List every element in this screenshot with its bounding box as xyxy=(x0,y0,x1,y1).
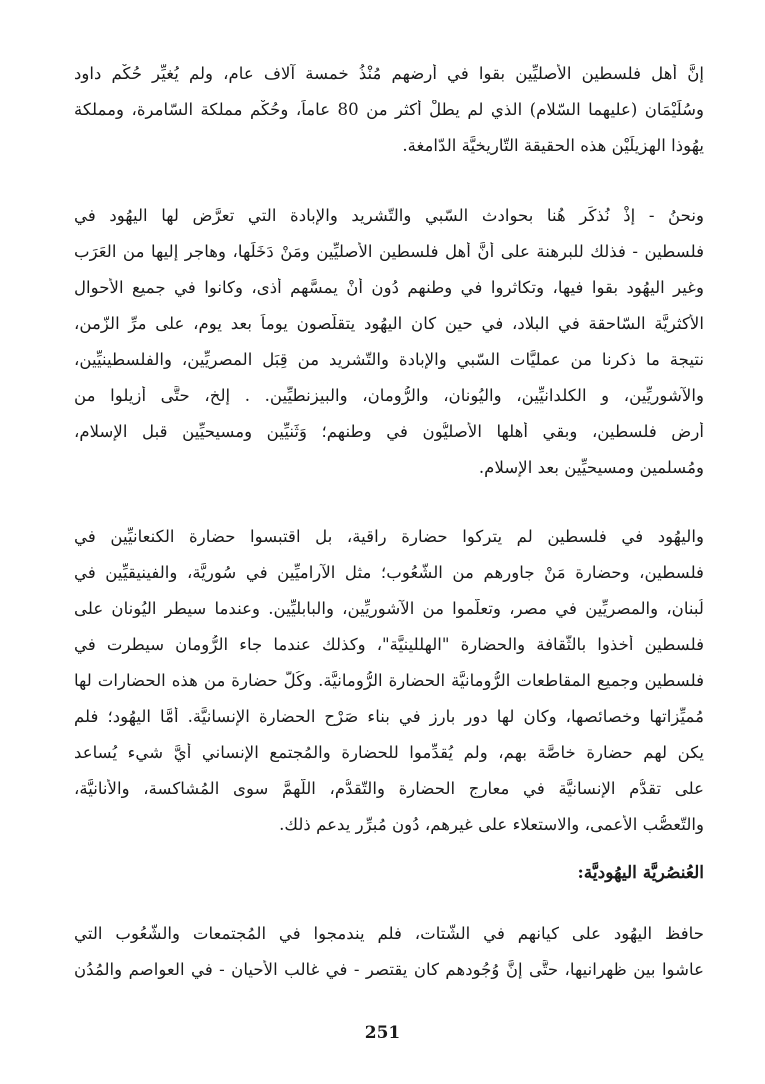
text-line: ونحنُ - إذْ نُذكِّر هُنا بحوادث السّبي والتّشريد والإبادة التي تعرَّض لها اليهُود في xyxy=(74,206,704,225)
text-line: واليهُود في فلسطين لم يتركوا حضارة راقية، بل اقتبسوا حضارة الكنعانيِّين في xyxy=(74,527,704,546)
text-line: لُبنان، والمصريِّين في مصر، وتعلَّموا من الآشوريِّين، والبابليِّين. وعندما سيطر اليُونان على xyxy=(74,599,704,618)
text-line: مُميِّزاتها وخصائصها، وكان لها دور بارز في بناء صَرْح الحضارة الإنسانيَّة. أمَّا اليهُود؛ فلم xyxy=(74,707,704,726)
text-line: فلسطين أخذوا بالثّقافة والحضارة "الهللينيَّة"، وكذلك عندما جاء الرُّومان سيطرت في xyxy=(74,635,704,654)
text-line: عاشوا بين ظهرانيها، حتَّى إنَّ وُجُودهم كان يقتصر - في غالب الأحيان - في العواصم والمُدُن xyxy=(74,960,704,979)
section-heading: العُنصُريَّة اليهُوديَّة: xyxy=(577,863,704,883)
text-line: والآشوريِّين، و الكلدانيِّين، واليُونان، والرُّومان، والبيزنطيِّين. . إلخ، حتَّى أُزيلوا من xyxy=(74,386,704,405)
text-line: أرض فلسطين، وبقي أهلها الأصليُّون في وطنهم؛ وَثَنيِّين ومسيحيِّين قبل الإسلام، xyxy=(74,422,704,441)
text-line: على تقدُّم الإنسانيَّة في معارج الحضارة والتّقدُّم، اللّهمَّ سوى المُشاكسة، والأنانيَّة، xyxy=(74,779,704,798)
text-line: يهُوذا الهزيلَيْن هذه الحقيقة التّاريخيَّة الدّامغة. xyxy=(402,136,704,155)
text-line: حافظ اليهُود على كيانهم في الشّتات، فلم يندمجوا في المُجتمعات والشُّعُوب التي xyxy=(74,924,704,943)
text-line: وغير اليهُود بقوا فيها، وتكاثروا في وطنهم دُون أنْ يمسَّهم أذى، وكانوا في جميع الأحوال xyxy=(74,278,704,297)
text-line: وسُلَيْمَان (عليهما السّلام) الذي لم يطلْ أكثر من 80 عاماً، وحُكْم مملكة السّامرة، ومملكة xyxy=(74,100,704,119)
text-line: فلسطين - فذلك للبرهنة على أنَّ أهل فلسطين الأصليِّين ومَنْ دَخَلَها، وهاجر إليها من العَرَب xyxy=(74,242,704,261)
page-number: 251 xyxy=(364,1023,401,1043)
text-line: ومُسلمين ومسيحيِّين بعد الإسلام. xyxy=(478,458,704,477)
text-line: فلسطين، وحضارة مَنْ جاورهم من الشُّعُوب؛ مثل الآراميِّين في سُوريَّة، والفينيقيِّين في xyxy=(74,563,704,582)
text-line: نتيجة ما ذكرنا من عمليَّات السّبي والإبادة والتّشريد من قِبَل المصريِّين، والفلسطينيِّين، xyxy=(74,350,704,369)
text-line: إنَّ أهل فلسطين الأصليِّين بقوا في أرضهم مُنْذُ خمسة آلاف عام، ولم يُغيِّر حُكْم داود xyxy=(74,64,704,83)
text-line: فلسطين وجميع المقاطعات الرُّومانيَّة الحضارة الرُّومانيَّة. وكُلُّ حضارة من هذه الحضارات لها xyxy=(74,671,704,690)
text-line: الأكثريَّة السّاحقة في البلاد، في حين كان اليهُود يتقلّصون يوماً بعد يوم، على مرِّ الزّمن، xyxy=(74,314,704,333)
text-line: يكن لهم حضارة خاصَّة بهم، ولم يُقدِّموا للحضارة والمُجتمع الإنساني أيَّ شيء يُساعد xyxy=(74,743,704,762)
text-line: والتّعصُّب الأعمى، والاستعلاء على غيرهم، دُون مُبرِّر يدعم ذلك. xyxy=(279,815,704,834)
